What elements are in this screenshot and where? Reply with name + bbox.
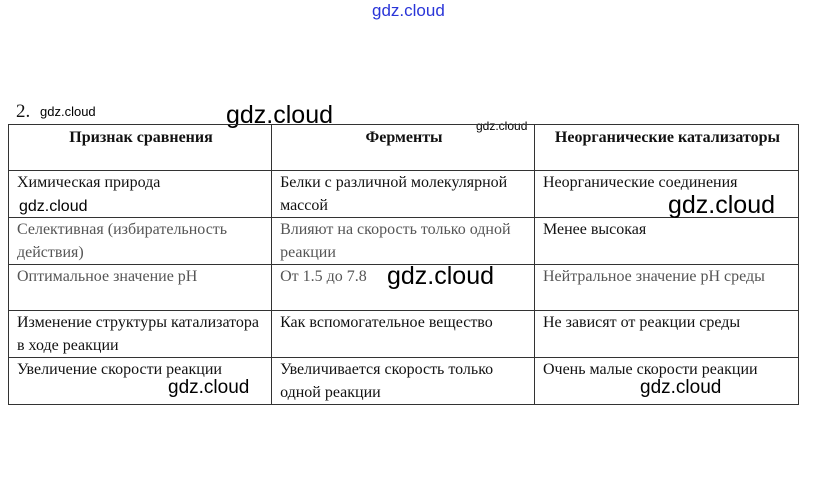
table-cell: От 1.5 до 7.8: [272, 265, 535, 311]
table-cell: Увеличение скорости реакции: [9, 358, 272, 405]
header-enzymes: Ферменты: [272, 125, 535, 171]
watermark: gdz.cloud: [40, 104, 96, 119]
watermark: gdz.cloud: [476, 119, 528, 133]
table-cell: Увеличивается скорость только одной реакции: [272, 358, 535, 405]
table-cell: Влияют на скорость только одной реакции: [272, 218, 535, 265]
header-inorganic-catalysts: Неорганические катализаторы: [534, 125, 798, 171]
watermark: gdz.cloud: [668, 191, 776, 219]
table-cell: Белки с различной молекулярной массой: [272, 171, 535, 218]
table-cell: Не зависят от реакции среды: [534, 311, 798, 358]
table-row: [9, 311, 799, 358]
task-number: 2.: [16, 101, 31, 122]
watermark: gdz.cloud: [226, 101, 334, 129]
watermark: gdz.cloud: [640, 377, 722, 398]
table-cell: Изменение структуры катализатора в ходе реакции: [9, 311, 272, 358]
table-cell: Селективная (избирательность действия): [9, 218, 272, 265]
table-cell: Менее высокая: [534, 218, 798, 265]
table-cell: Неорганические соединения: [534, 171, 798, 218]
table-cell: Как вспомогательное вещество: [272, 311, 535, 358]
table-cell: Очень малые скорости реакции: [534, 358, 798, 405]
watermark: gdz.cloud: [168, 377, 250, 398]
watermark-top: gdz.cloud: [372, 1, 445, 20]
watermark: gdz.cloud: [19, 198, 88, 215]
header-criterion: Признак сравнения: [9, 125, 272, 171]
table-cell: Химическая природа: [9, 171, 272, 218]
table-header-row: [9, 125, 799, 171]
table-cell: Нейтральное значение pH среды: [534, 265, 798, 311]
table-cell: Оптимальное значение pH: [9, 265, 272, 311]
watermark: gdz.cloud: [387, 262, 495, 290]
table-row: [9, 218, 799, 265]
